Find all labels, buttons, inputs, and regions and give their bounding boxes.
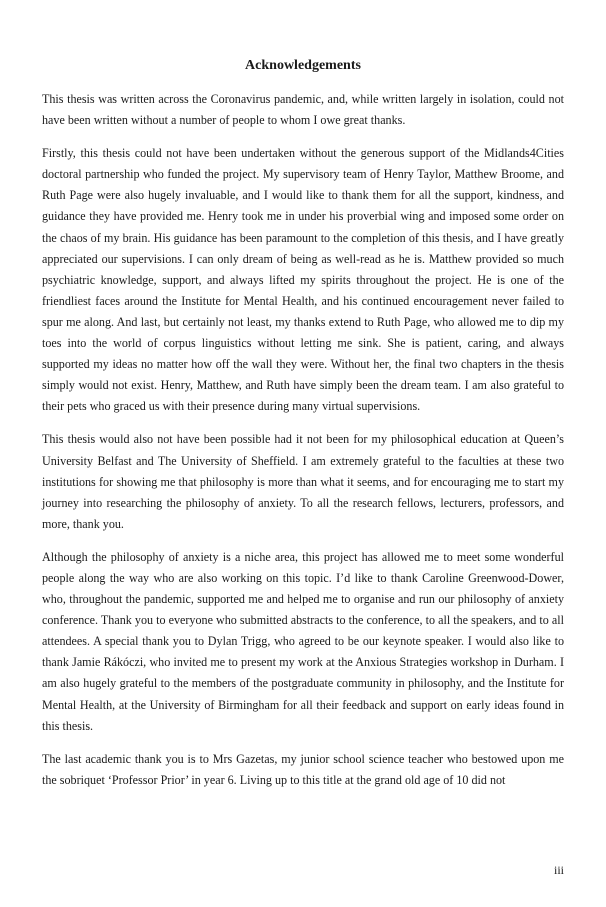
page-number: iii xyxy=(553,863,564,877)
paragraph-supervisors: Firstly, this thesis could not have been undertaken without the generous support of the Midlands4Cities doctoral partnership who funded the project. My supervisory team of Henry Taylor, Matthew Broome, and Ruth Page were also hugely invaluable, and I would like to thank them for all the support, kindness, and guidance they have provided me. Henry took me in under his proverbial wing and imposed some order on the chaos of my brain. His guidance has been paramount to the completion of this thesis, and I have greatly appreciated our supervisions. I can only dream of being as well-read as he is. Matthew provided so much psychiatric knowledge, support, and always lifted my spirits throughout the project. He is one of the friendliest faces around the Institute for Mental Health, and his continued encouragement never failed to spur me along. And last, but certainly not least, my thanks extend to Ruth Page, who allowed me to dip my toes into the world of corpus linguistics without letting me sink. She is patient, caring, and always supported my ideas no matter how off the wall they were. Without her, the final two chapters in the thesis simply would not exist. Henry, Matthew, and Ruth have simply been the dream team. I am also grateful to their pets who graced us with their presence during many virtual supervisions. xyxy=(42,146,564,414)
body-text xyxy=(42,89,564,803)
paragraph-teacher: The last academic thank you is to Mrs Gazetas, my junior school science teacher who bestowed upon me the sobriquet ‘Professor Prior’ in year 6. Living up to this title at the grand old age of 10 did not xyxy=(42,751,564,787)
page-title: Acknowledgements xyxy=(245,58,361,73)
paragraph-intro: This thesis was written across the Coronavirus pandemic, and, while written largely in isolation, could not have been written without a number of people to whom I owe great thanks. xyxy=(42,92,564,128)
paragraph-education: This thesis would also not have been possible had it not been for my philosophical education at Queen’s University Belfast and The University of Sheffield. I am extremely grateful to the faculties at these two institutions for showing me that philosophy is more than what it seems, and for encouraging me to start my journey into researching the philosophy of anxiety. To all the research fellows, lecturers, professors, and more, thank you. xyxy=(42,432,564,531)
paragraph-community: Although the philosophy of anxiety is a niche area, this project has allowed me to meet some wonderful people along the way who are also working on this topic. I’d like to thank Caroline Greenwood-Dower, who, throughout the pandemic, supported me and helped me to organise and run our philosophy of anxiety conference. Thank you to everyone who submitted abstracts to the conference, to all the speakers, and to all attendees. A special thank you to Dylan Trigg, who agreed to be our keynote speaker. I would also like to thank Jamie Rákóczi, who invited me to present my work at the Anxious Strategies workshop in Durham. I am also hugely grateful to the members of the postgraduate community in philosophy, and the Institute for Mental Health, at the University of Birmingham for all their feedback and support on early ideas found in this thesis. xyxy=(42,549,564,733)
